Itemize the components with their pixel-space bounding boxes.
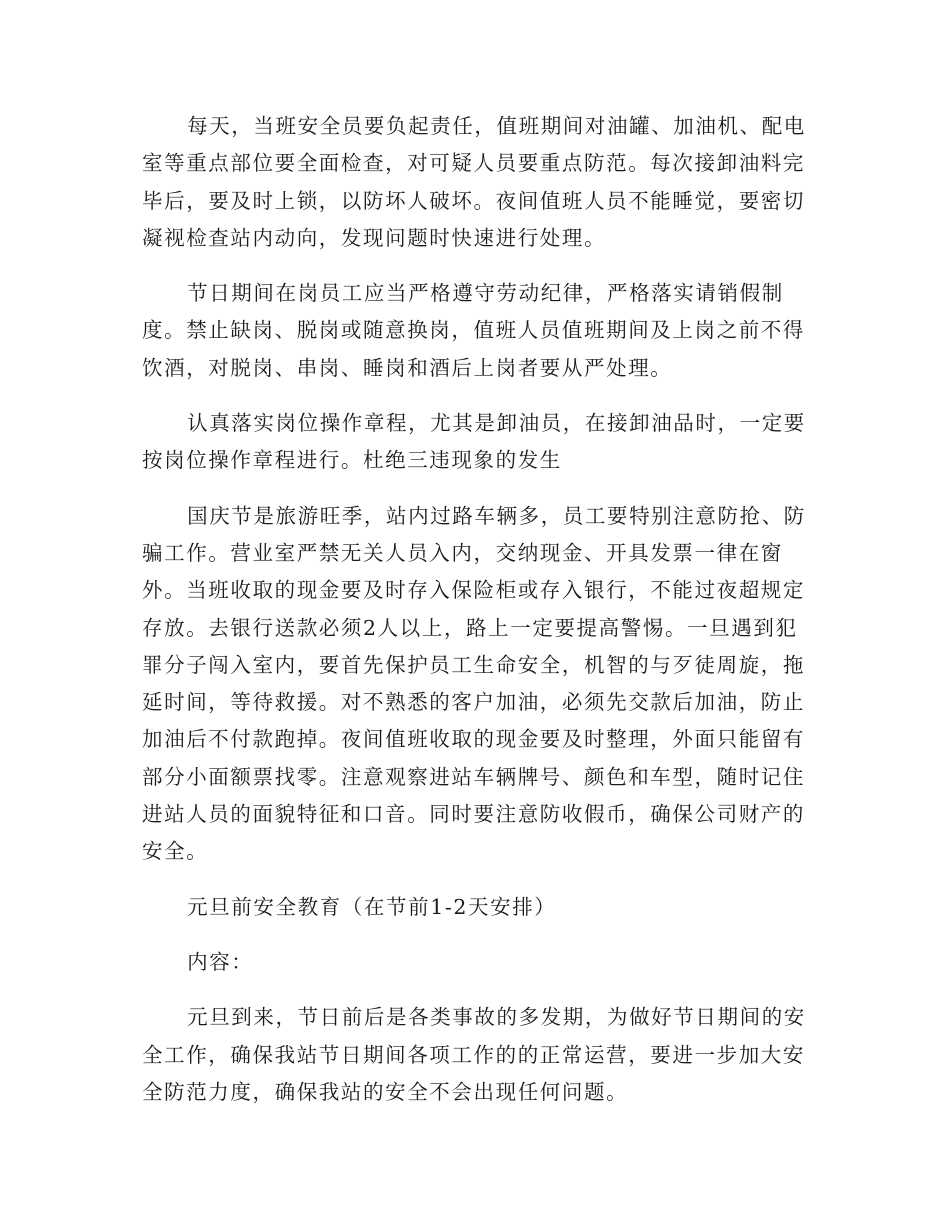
section-heading-new-year-education: 元旦前安全教育（在节前1-2天安排） <box>187 894 557 919</box>
content-label: 内容： <box>187 949 254 974</box>
paragraph-operation-rules: 认真落实岗位操作章程，尤其是卸油员，在接卸油品时，一定要按岗位操作章程进行。杜绝三违现象的发生 <box>142 411 806 473</box>
paragraph-national-day-security: 国庆节是旅游旺季，站内过路车辆多，员工要特别注意防抢、防骗工作。营业室严禁无关人员入内，交纳现金、开具发票一律在窗外。当班收取的现金要及时存入保险柜或存入银行，不能过夜超规定存放。去银行送款必须2人以上，路上一定要提高警惕。一旦遇到犯罪分子闯入室内，要首先保护员工生命安全，机智的与歹徒周旋，拖延时间，等待救援。对不熟悉的客户加油，必须先交款后加油，防止加油后不付款跑掉。夜间值班收取的现金要及时整理，外面只能留有部分小面额票找零。注意观察进站车辆牌号、颜色和车型，随时记住进站人员的面貌特征和口音。同时要注意防收假币，确保公司财产的安全。 <box>142 503 806 864</box>
paragraph-new-year-intro: 元旦到来，节日前后是各类事故的多发期，为做好节日期间的安全工作，确保我站节日期间各项工作的的正常运营，要进一步加大安全防范力度，确保我站的安全不会出现任何问题。 <box>142 1005 806 1104</box>
paragraph-duty-safety: 每天，当班安全员要负起责任，值班期间对油罐、加油机、配电室等重点部位要全面检查，对可疑人员要重点防范。每次接卸油料完毕后，要及时上锁，以防坏人破坏。夜间值班人员不能睡觉，要密切凝视检查站内动向，发现问题时快速进行处理。 <box>142 114 806 250</box>
document-body <box>142 108 810 1129</box>
paragraph-labor-discipline: 节日期间在岗员工应当严格遵守劳动纪律，严格落实请销假制度。禁止缺岗、脱岗或随意换岗，值班人员值班期间及上岗之前不得饮酒，对脱岗、串岗、睡岗和酒后上岗者要从严处理。 <box>142 281 805 380</box>
